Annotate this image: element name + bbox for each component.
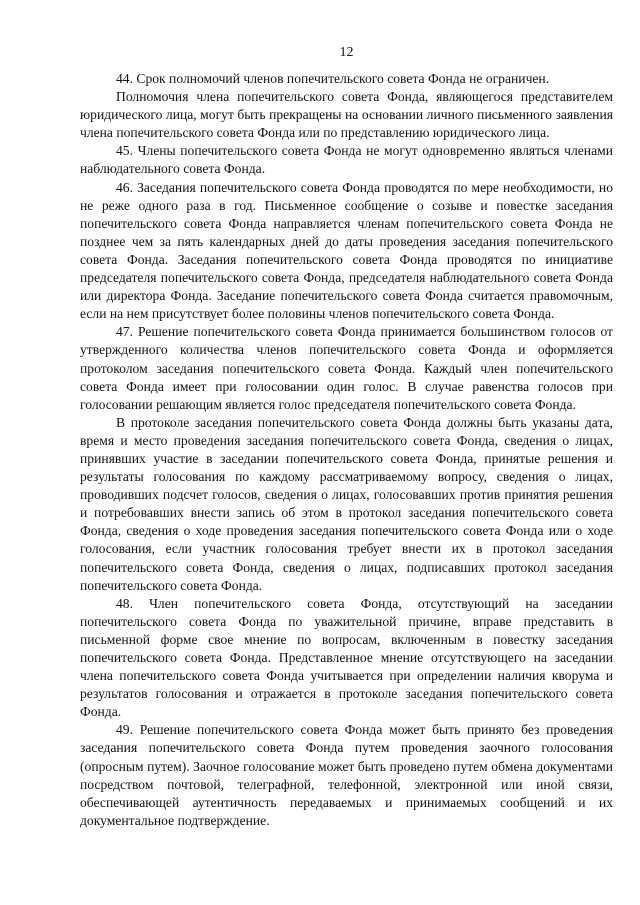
page-number: 12 <box>339 45 354 60</box>
paragraph-46: 46. Заседания попечительского совета Фонда проводятся по мере необходимости, но не реже одного раза в год. Письменное сообщение о созыве и повестке заседания попечительского совета Фонда направляется членам попечительского совета Фонда не позднее чем за пять календарных дней до даты проведения заседания попечительского совета Фонда. Заседания попечительского совета Фонда проводятся по инициативе председателя попечительского совета Фонда, председателя наблюдательного совета Фонда или директора Фонда. Заседание попечительского совета Фонда считается правомочным, если на нем присутствует более половины членов попечительского совета Фонда. <box>80 179 613 322</box>
paragraph-44-continued: Полномочия члена попечительского совета Фонда, являющегося представителем юридического лица, могут быть прекращены на основании личного письменного заявления члена попечительского совета Фонда или по представлению юридического лица. <box>80 89 613 141</box>
paragraph-47: 47. Решение попечительского совета Фонда принимается большинством голосов от утвержденного количества членов попечительского совета Фонда и оформляется протоколом заседания попечительского совета Фонда. Каждый член попечительского совета Фонда имеет при голосовании один голос. В случае равенства голосов при голосовании решающим является голос председателя попечительского совета Фонда. <box>80 324 613 412</box>
paragraph-49: 49. Решение попечительского совета Фонда может быть принято без проведения заседания попечительского совета Фонда путем проведения заочного голосования (опросным путем). Заочное голосование может быть проведено путем обмена документами посредством почтовой, телеграфной, телефонной, электронной или иной связи, обеспечивающей аутентичность передаваемых и принимаемых сообщений и их документальное подтверждение. <box>80 722 613 828</box>
paragraph-44: 44. Срок полномочий членов попечительского совета Фонда не ограничен. <box>116 71 550 86</box>
paragraph-45: 45. Члены попечительского совета Фонда не могут одновременно являться членами наблюдательного совета Фонда. <box>80 143 613 177</box>
paragraph-48: 48. Член попечительского совета Фонда, отсутствующий на заседании попечительского совета Фонда по уважительной причине, вправе представить в письменной форме свое мнение по вопросам, включенным в повестку заседания попечительского совета Фонда. Представленное мнение отсутствующего на заседании члена попечительского совета Фонда учитывается при определении наличия кворума и результатов голосования и отражается в протоколе заседания попечительского совета Фонда. <box>80 595 613 720</box>
paragraph-47-protocol: В протоколе заседания попечительского совета Фонда должны быть указаны дата, время и место проведения заседания попечительского совета Фонда, сведения о лицах, принявших участие в заседании попечительского совета Фонда, принятые решения и результаты голосования по каждому рассматриваемому вопросу, сведения о лицах, проводивших подсчет голосов, сведения о лицах, голосовавших против принятия решения и потребовавших внести запись об этом в протокол заседания попечительского совета Фонда, сведения о ходе проведения заседания попечительского совета Фонда или о ходе голосования, если участник голосования требует внести их в протокол заседания попечительского совета Фонда, сведения о лицах, подписавших протокол заседания попечительского совета Фонда. <box>80 414 613 593</box>
